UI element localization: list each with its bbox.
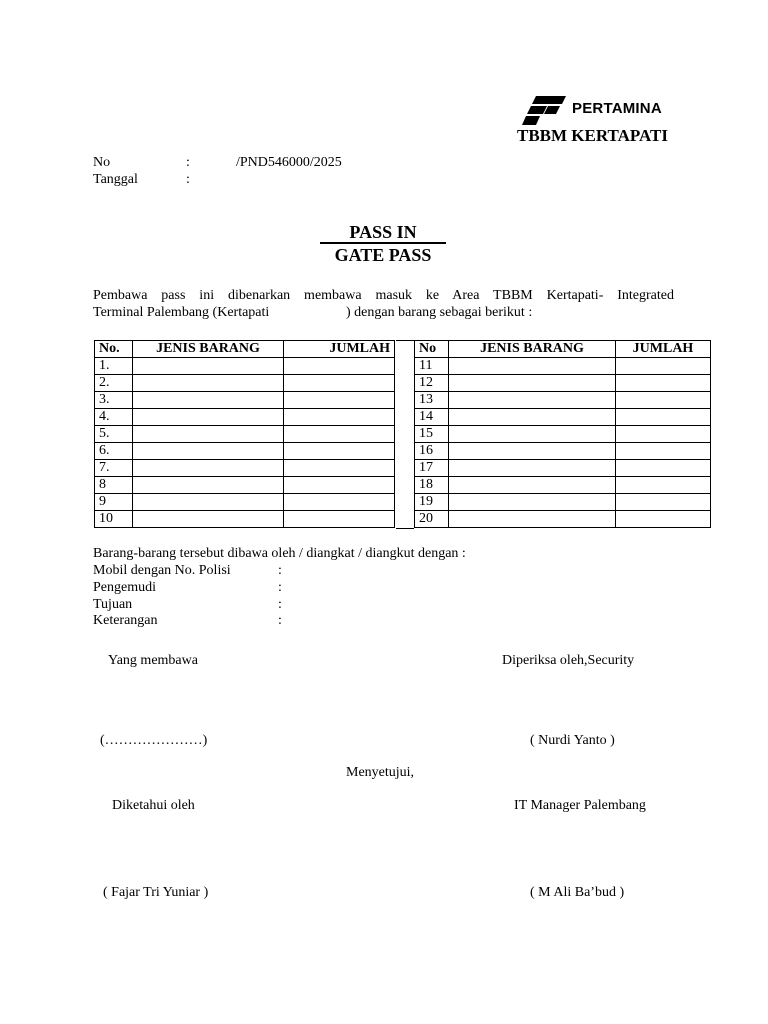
item-cell[interactable] [449,426,616,443]
item-cell[interactable] [133,392,284,409]
item-cell[interactable] [449,511,616,528]
document-subtitle: GATE PASS [334,245,432,265]
pertamina-logo [522,92,687,128]
col-header-no: No [415,341,449,358]
qty-cell[interactable] [616,392,711,409]
col-header-item: JENIS BARANG [133,341,284,358]
row-number: 6. [95,443,133,460]
qty-cell[interactable] [616,375,711,392]
field-colon-vehicle: : [278,563,282,578]
number-value: /PND546000/2025 [236,155,342,170]
table-row [95,477,395,494]
qty-cell[interactable] [616,358,711,375]
number-label: No [93,155,111,170]
item-cell[interactable] [449,358,616,375]
date-label: Tanggal [93,172,138,187]
known-name: ( Fajar Tri Yuniar ) [103,885,209,900]
table-row [95,358,395,375]
transport-heading: Barang-barang tersebut dibawa oleh / diangkat / diangkut dengan : [93,546,466,561]
item-cell[interactable] [133,375,284,392]
row-number: 7. [95,460,133,477]
qty-cell[interactable] [284,409,395,426]
table-row [95,392,395,409]
table-row [95,375,395,392]
qty-cell[interactable] [616,426,711,443]
table-row [415,477,711,494]
intro-line-2b: ) dengan barang sebagai berikut : [346,305,533,320]
row-number: 3. [95,392,133,409]
field-colon-notes: : [278,613,282,628]
row-number: 1. [95,358,133,375]
number-colon: : [186,155,190,170]
table-row [95,426,395,443]
item-cell[interactable] [449,443,616,460]
row-number: 10 [95,511,133,528]
row-number: 16 [415,443,449,460]
field-label-notes: Keterangan [93,613,158,628]
security-name: ( Nurdi Yanto ) [530,733,615,748]
row-number: 5. [95,426,133,443]
item-cell[interactable] [133,409,284,426]
org-title: TBBM KERTAPATI [517,126,668,145]
qty-cell[interactable] [616,477,711,494]
pertamina-logo-icon [522,92,568,128]
col-header-no: No. [95,341,133,358]
row-number: 13 [415,392,449,409]
table-row [415,494,711,511]
field-label-vehicle: Mobil dengan No. Polisi [93,563,231,578]
item-cell[interactable] [449,460,616,477]
field-colon-driver: : [278,580,282,595]
manager-name: ( M Ali Ba’bud ) [530,885,625,900]
row-number: 20 [415,511,449,528]
row-number: 14 [415,409,449,426]
bearer-name: (…………………) [100,733,208,748]
qty-cell[interactable] [284,426,395,443]
table-row [415,358,711,375]
item-cell[interactable] [133,511,284,528]
qty-cell[interactable] [284,358,395,375]
qty-cell[interactable] [284,375,395,392]
field-label-destination: Tujuan [93,597,133,612]
qty-cell[interactable] [616,443,711,460]
qty-cell[interactable] [284,392,395,409]
table-row [415,426,711,443]
row-number: 11 [415,358,449,375]
qty-cell[interactable] [284,511,395,528]
table-row [95,460,395,477]
manager-title: IT Manager Palembang [514,798,646,813]
row-number: 12 [415,375,449,392]
logo-text: PERTAMINA [572,100,662,117]
qty-cell[interactable] [284,460,395,477]
item-cell[interactable] [449,477,616,494]
item-cell[interactable] [133,426,284,443]
security-title: Diperiksa oleh,Security [502,653,635,668]
qty-cell[interactable] [284,443,395,460]
table-row [415,375,711,392]
approval-label: Menyetujui, [346,765,415,780]
goods-table-right [414,340,711,528]
row-number: 4. [95,409,133,426]
item-cell[interactable] [449,392,616,409]
col-header-qty: JUMLAH [284,341,395,358]
row-number: 9 [95,494,133,511]
row-number: 8 [95,477,133,494]
row-number: 15 [415,426,449,443]
row-number: 18 [415,477,449,494]
bearer-title: Yang membawa [108,653,198,668]
qty-cell[interactable] [616,409,711,426]
qty-cell[interactable] [616,511,711,528]
goods-table-left [94,340,395,528]
table-row [415,409,711,426]
table-row [415,392,711,409]
item-cell[interactable] [449,409,616,426]
item-cell[interactable] [133,443,284,460]
table-row [95,443,395,460]
table-row [95,494,395,511]
intro-line-1: Pembawa pass ini dibenarkan membawa masuk ke Area TBBM Kertapati- Integrated [93,288,674,303]
item-cell[interactable] [449,494,616,511]
document-title: PASS IN [320,222,446,244]
row-number: 2. [95,375,133,392]
table-row [95,409,395,426]
table-row [415,460,711,477]
item-cell[interactable] [133,477,284,494]
date-colon: : [186,172,190,187]
table-row [415,511,711,528]
item-cell[interactable] [449,375,616,392]
table-separator [396,340,414,529]
known-title: Diketahui oleh [112,798,195,813]
col-header-item: JENIS BARANG [449,341,616,358]
qty-cell[interactable] [616,494,711,511]
item-cell[interactable] [133,494,284,511]
field-label-driver: Pengemudi [93,580,156,595]
intro-line-2a: Terminal Palembang (Kertapati [93,305,270,320]
row-number: 17 [415,460,449,477]
item-cell[interactable] [133,358,284,375]
table-row [95,511,395,528]
row-number: 19 [415,494,449,511]
qty-cell[interactable] [284,477,395,494]
col-header-qty: JUMLAH [616,341,711,358]
field-colon-destination: : [278,597,282,612]
table-row [415,443,711,460]
item-cell[interactable] [133,460,284,477]
qty-cell[interactable] [284,494,395,511]
qty-cell[interactable] [616,460,711,477]
